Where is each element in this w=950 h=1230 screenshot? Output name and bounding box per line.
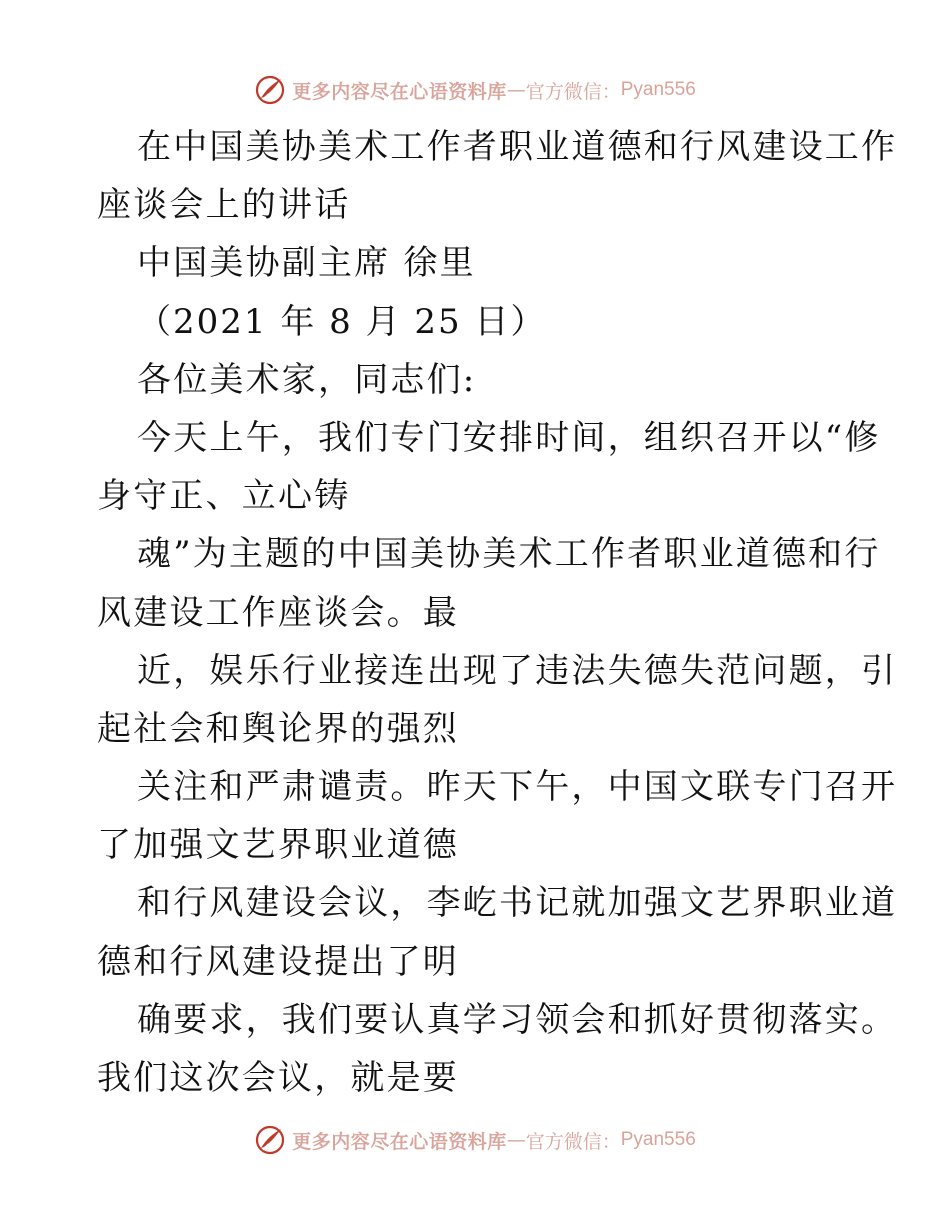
body-line: 近，娱乐行业接连出现了违法失德失范问题，引 (137, 650, 898, 691)
body-line: 今天上午，我们专门安排时间，组织召开以“修 (137, 417, 881, 458)
body-line: 我们这次会议，就是要 (97, 1058, 459, 1098)
body-line: 魂”为主题的中国美协美术工作者职业道德和行 (137, 534, 881, 575)
footer-watermark (0, 1120, 950, 1160)
body-line: 起社会和舆论界的强烈 (97, 708, 459, 749)
speaker-line: 中国美协副主席 徐里 (137, 243, 476, 284)
body-line: 和行风建设会议，李屹书记就加强文艺界职业道 (137, 883, 898, 924)
body-line: 关注和严肃谴责。昨天下午，中国文联专门召开 (137, 767, 898, 808)
feather-pen-logo-icon (254, 74, 286, 106)
title-line-2: 座谈会上的讲话 (97, 185, 351, 226)
watermark-wechat-id: Pyan556 (620, 1129, 696, 1150)
body-line: 确要求，我们要认真学习领会和抓好贯彻落实。 (137, 999, 898, 1040)
watermark-separator: — (506, 1129, 526, 1151)
watermark-wechat-id: Pyan556 (620, 79, 696, 100)
salutation-line: 各位美术家，同志们: (137, 359, 477, 400)
watermark-main-text: 更多内容尽在心语资料库 (292, 80, 507, 103)
body-line: 了加强文艺界职业道德 (97, 825, 459, 866)
date-line: （2021 年 8 月 25 日） (137, 301, 547, 342)
title-line-1: 在中国美协美术工作者职业道德和行风建设工作 (137, 127, 898, 167)
body-line: 德和行风建设提出了明 (97, 941, 459, 982)
watermark-wechat-label: 官方微信： (525, 80, 621, 103)
watermark-separator: — (506, 79, 526, 101)
document-body (97, 118, 898, 1107)
body-line: 身守正、立心铸 (97, 476, 351, 517)
watermark-main-text: 更多内容尽在心语资料库 (292, 1130, 507, 1153)
feather-pen-logo-icon (254, 1124, 286, 1156)
header-watermark (0, 70, 950, 110)
watermark-wechat-label: 官方微信： (525, 1130, 621, 1153)
body-line: 风建设工作座谈会。最 (97, 592, 459, 633)
